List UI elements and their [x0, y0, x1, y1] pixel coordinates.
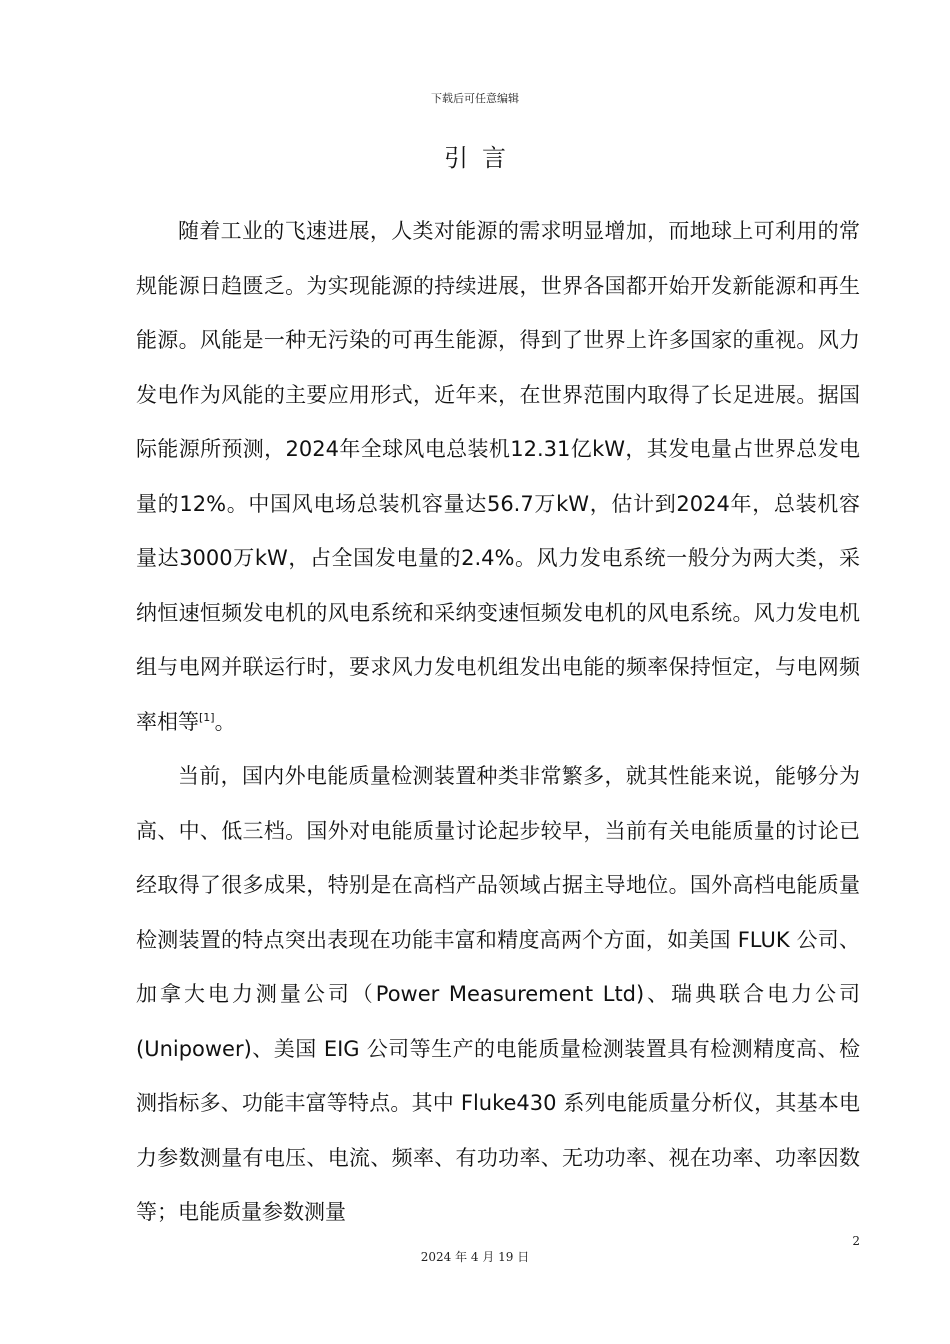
citation-ref[interactable]: [1]	[199, 710, 215, 724]
body-text	[136, 204, 860, 1240]
page-title: 引言	[444, 144, 520, 172]
page-number: 2	[852, 1234, 860, 1248]
paragraph-2-text: 当前，国内外电能质量检测装置种类非常繁多，就其性能来说，能够分为高、中、低三档。国外对电能质量讨论起步较早，当前有关电能质量的讨论已经取得了很多成果，特别是在高档产品领域占据主导地位。国外高档电能质量检测装置的特点突出表现在功能丰富和精度高两个方面，如美国 FLUK 公司、加拿大电力测量公司（Power Measurement Ltd)、瑞典联合电力公司(Unipower)、美国 EIG 公司等生产的电能质量检测装置具有检测精度高、检测指标多、功能丰富等特点。其中 Fluke430 系列电能质量分析仪，其基本电力参数测量有电压、电流、频率、有功功率、无功功率、视在功率、功率因数等；电能质量参数测量	[136, 764, 860, 1224]
paragraph-1-text: 随着工业的飞速进展，人类对能源的需求明显增加，而地球上可利用的常规能源日趋匮乏。为实现能源的持续进展，世界各国都开始开发新能源和再生能源。风能是一种无污染的可再生能源，得到了世界上许多国家的重视。风力发电作为风能的主要应用形式，近年来，在世界范围内取得了长足进展。据国际能源所预测，2024年全球风电总装机12.31亿kW，其发电量占世界总发电量的12%。中国风电场总装机容量达56.7万kW，估计到2024年，总装机容量达3000万kW，占全国发电量的2.4%。风力发电系统一般分为两大类，采纳恒速恒频发电机的风电系统和采纳变速恒频发电机的风电系统。风力发电机组与电网并联运行时，要求风力发电机组发出电能的频率保持恒定，与电网频率相等	[136, 219, 860, 734]
paragraph-1-tail: 。	[214, 709, 236, 734]
header-note: 下载后可任意编辑	[431, 92, 519, 105]
paragraph-1	[136, 204, 860, 749]
footer-date: 2024 年 4 月 19 日	[420, 1250, 530, 1264]
paragraph-2	[136, 749, 860, 1240]
